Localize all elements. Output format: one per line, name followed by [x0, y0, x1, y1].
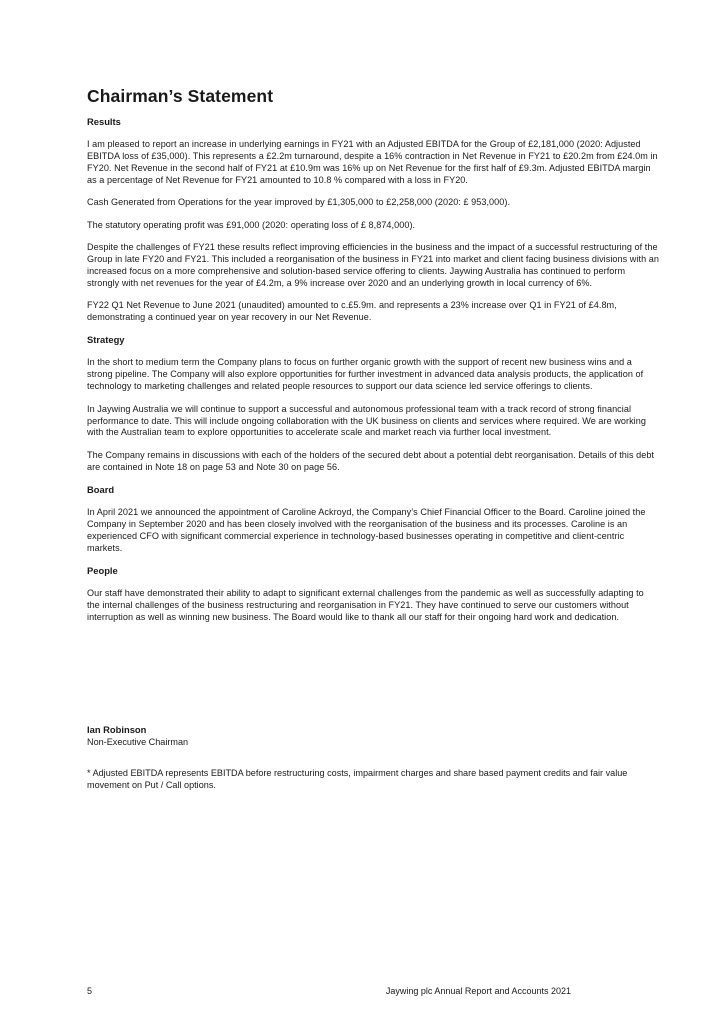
paragraph: Despite the challenges of FY21 these results reflect improving efficiencies in the business and the impact of a successful restructuring of the Group in late FY20 and FY21. This included a reorganisation of the business in FY21 into market and client facing business divisions with an increased focus on a more comprehensive and solution-based service offering to clients. Jaywing Australia has continued to perform strongly with net revenues for the year of £4.2m, a 9% increase over 2020 and an underlying growth in local currency of 6%.: [87, 241, 659, 288]
paragraph: In April 2021 we announced the appointment of Caroline Ackroyd, the Company’s Chief Financial Officer to the Board. Caroline joined the Company in September 2020 and has been closely involved with the reorganisation of the business and its processes. Caroline is an experienced CFO with significant commercial experience in technology-based businesses operating in competitive and client-centric markets.: [87, 507, 646, 553]
footer-document-title: Jaywing plc Annual Report and Accounts 2021: [385, 986, 571, 996]
footnote: * Adjusted EBITDA represents EBITDA before restructuring costs, impairment charges and share based payment credits and fair value movement on Put / Call options.: [87, 768, 628, 790]
section-heading-board: Board: [87, 484, 115, 496]
paragraph: Cash Generated from Operations for the year improved by £1,305,000 to £2,258,000 (2020: £ 953,000).: [87, 197, 511, 208]
paragraph: In Jaywing Australia we will continue to support a successful and autonomous professional team with a track record of strong financial performance to date. This will include ongoing collaboration with the UK business on clients and services where required. We are working with the Australian team to explore opportunities to accelerate scale and market reach via further local investment.: [87, 403, 646, 438]
page-number: 5: [87, 986, 93, 996]
paragraph: In the short to medium term the Company plans to focus on further organic growth with the support of recent new business wins and a strong pipeline. The Company will also explore opportunities for further investment in advanced data analysis products, the application of technology to marketing challenges and related people resources to support our data science led service offerings to clients.: [87, 357, 644, 392]
paragraph: The statutory operating profit was £91,000 (2020: operating loss of £ 8,874,000).: [87, 219, 416, 230]
signatory-block: [87, 724, 659, 748]
section-heading-strategy: Strategy: [87, 334, 125, 346]
paragraph: The Company remains in discussions with each of the holders of the secured debt about a potential debt reorganisation. Details of this debt are contained in Note 18 on page 53 and Note 30 on page 56.: [87, 449, 655, 472]
signatory-name: Ian Robinson: [87, 724, 147, 735]
section-heading-results: Results: [87, 116, 121, 127]
document-body: [87, 86, 659, 634]
paragraph: I am pleased to report an increase in underlying earnings in FY21 with an Adjusted EBITDA for the Group of £2,181,000 (2020: Adjusted EBITDA loss of £35,000). This represents a £2.2m turnaround, despite a 16% contraction in Net Revenue in FY21 to £20.2m from £24.0m in FY20. Net Revenue in the second half of FY21 at £10.9m was 16% up on Net Revenue for the first half of £9.3m. Adjusted EBITDA margin as a percentage of Net Revenue for FY21 amounted to 10.8 % compared with a loss in FY20.: [87, 139, 658, 185]
signatory-role: Non-Executive Chairman: [87, 737, 189, 747]
paragraph: FY22 Q1 Net Revenue to June 2021 (unaudited) amounted to c.£5.9m. and represents a 23% increase over Q1 in FY21 of £4.8m, demonstrating a continued year on year recovery in our Net Revenue.: [87, 300, 617, 322]
section-heading-people: People: [87, 565, 118, 577]
page-title: Chairman’s Statement: [87, 86, 274, 106]
paragraph: Our staff have demonstrated their ability to adapt to significant external challenges from the pandemic as well as successfully adapting to the internal challenges of the business restructuring and reorganisation in FY21. They have continued to serve our customers without interruption as well as winning new business. The Board would like to thank all our staff for their ongoing hard work and dedication.: [87, 588, 644, 623]
